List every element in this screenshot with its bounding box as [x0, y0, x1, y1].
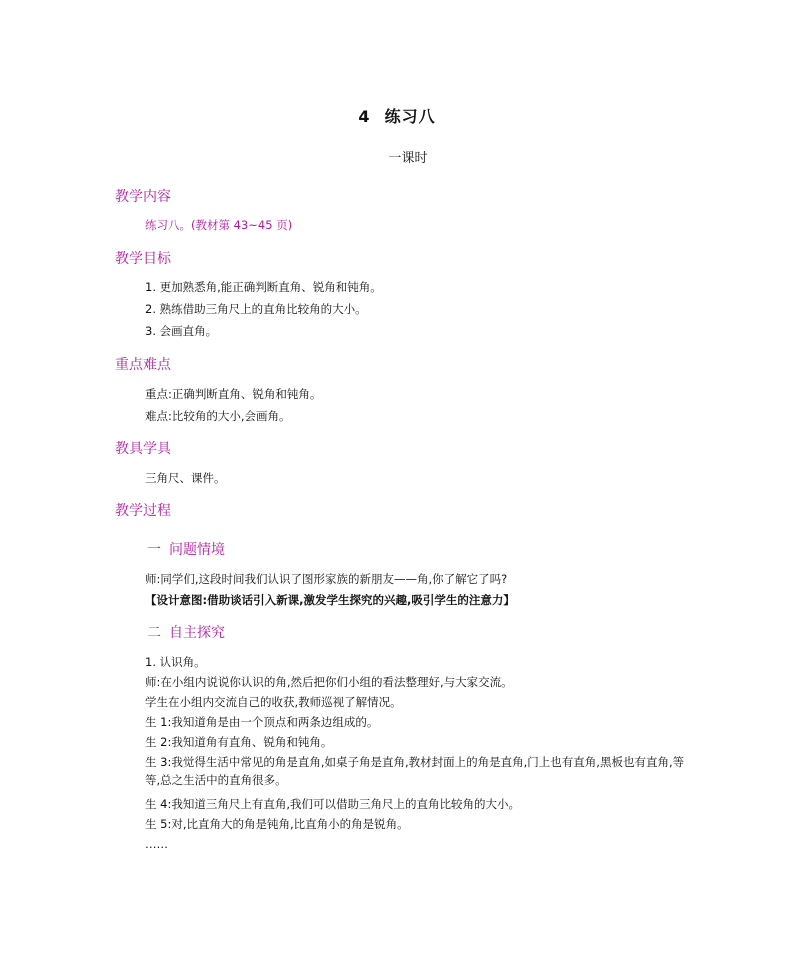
heading-tools: 教具学具	[115, 441, 171, 457]
part2-line: 生 4:我知道三角尺上有直角,我们可以借助三角尺上的直角比较角的大小。	[145, 797, 520, 811]
goal-item: 3. 会画直角。	[145, 324, 218, 338]
part2-line: 师:在小组内说说你认识的角,然后把你们小组的看法整理好,与大家交流。	[145, 675, 513, 689]
page-subtitle: 一课时	[388, 151, 428, 166]
lesson-title: 练习八	[384, 107, 436, 126]
part2-line: 学生在小组内交流自己的收获,教师巡视了解情况。	[145, 695, 402, 709]
part1-line: 师:同学们,这段时间我们认识了图形家族的新朋友——角,你了解它了吗?	[145, 572, 508, 586]
heading-goals: 教学目标	[115, 251, 171, 267]
part1-heading	[147, 539, 225, 559]
part2-mark: 二	[147, 625, 161, 641]
design-intent: 【设计意图:借助谈话引入新课,激发学生探究的兴趣,吸引学生的注意力】	[145, 593, 515, 607]
tools-text: 三角尺、课件。	[145, 471, 226, 485]
goal-item: 2. 熟练借助三角尺上的直角比较角的大小。	[145, 302, 367, 316]
heading-key-points: 重点难点	[115, 357, 171, 373]
part2-line: 生 3:我觉得生活中常见的角是直角,如桌子角是直角,教材封面上的角是直角,门上也有直角,黑板也有直角,等等,总之生活中的直角很多。	[145, 755, 685, 787]
part2-line: 1. 认识角。	[145, 655, 206, 669]
part1-title: 问题情境	[169, 542, 225, 558]
ellipsis: ……	[145, 837, 168, 851]
page-title	[0, 104, 794, 127]
part2-line: 生 5:对,比直角大的角是钝角,比直角小的角是锐角。	[145, 817, 409, 831]
goal-item: 1. 更加熟悉角,能正确判断直角、锐角和钝角。	[145, 280, 382, 294]
heading-process: 教学过程	[115, 503, 171, 519]
part2-line: 生 2:我知道角有直角、锐角和钝角。	[145, 735, 333, 749]
part2-line: 生 1:我知道角是由一个顶点和两条边组成的。	[145, 715, 379, 729]
lesson-number: 4	[358, 107, 371, 126]
key-point: 重点:正确判断直角、锐角和钝角。	[145, 387, 322, 401]
key-point: 难点:比较角的大小,会画角。	[145, 409, 291, 423]
part2-heading	[147, 622, 225, 642]
part2-title: 自主探究	[169, 625, 225, 641]
part1-mark: 一	[147, 542, 161, 558]
content-text: 练习八。(教材第 43~45 页)	[145, 218, 293, 232]
heading-content: 教学内容	[115, 189, 171, 205]
